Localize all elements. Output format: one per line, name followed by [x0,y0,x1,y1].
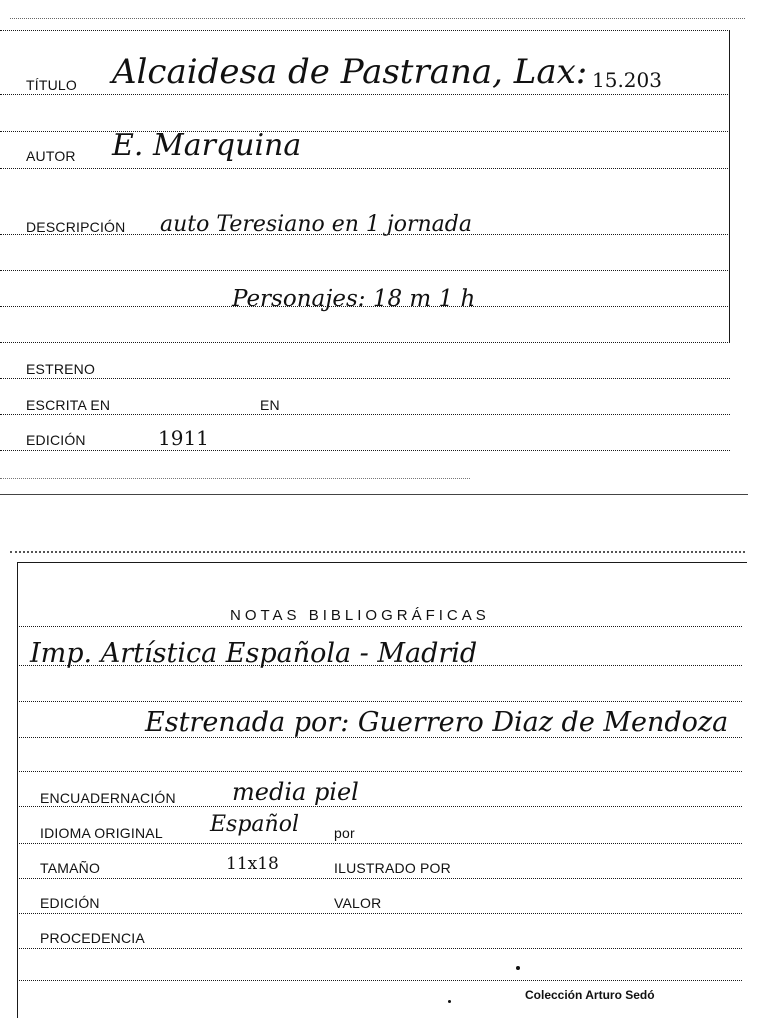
rule-line [0,450,730,451]
rule-line [0,168,730,169]
card-bottom-edge [10,551,745,553]
ink-dot [448,1000,451,1003]
rule-line [17,913,742,914]
rule-line [0,131,730,132]
descripcion-value: auto Teresiano en 1 jornada [160,212,472,237]
escrita-en-label: ESCRITA EN [26,397,111,413]
note-line-2: Estrenada por: Guerrero Diaz de Mendoza [145,707,729,738]
rule-line [0,94,730,95]
titulo-value: Alcaidesa de Pastrana, Lax: [112,52,588,92]
rule-line [17,806,742,807]
rule-line [0,378,730,379]
edicion-label-bottom: EDICIÓN [40,895,100,911]
rule-line [17,878,742,879]
autor-label: AUTOR [26,148,76,164]
por-label: por [334,825,355,841]
idioma-value: Español [210,812,299,837]
autor-value: E. Marquina [112,128,302,163]
rule-line [17,626,742,627]
rule-line [0,414,730,415]
rule-line [17,771,742,772]
titulo-label: TÍTULO [26,77,77,93]
edicion-label: EDICIÓN [26,432,86,448]
notas-heading: NOTAS BIBLIOGRÁFICAS [230,607,490,624]
personajes-value: Personajes: 18 m 1 h [232,286,476,312]
idioma-label: IDIOMA ORIGINAL [40,825,163,841]
descripcion-label: DESCRIPCIÓN [26,219,126,235]
rule-line [0,270,730,271]
valor-label: VALOR [334,895,382,911]
card-border-right [729,30,730,343]
en-label: EN [260,397,280,413]
encuadernacion-value: media piel [232,778,359,806]
collection-credit: Colección Arturo Sedó [525,988,655,1002]
rule-line [0,30,730,31]
catalog-card-bottom [0,540,759,1028]
card-border-bottom [0,494,748,495]
tamano-label: TAMAÑO [40,860,101,876]
ink-dot [516,966,520,970]
card-border-left [17,562,18,1018]
rule-line [17,948,742,949]
tamano-value: 11x18 [226,854,279,874]
note-line-1: Imp. Artística Española - Madrid [30,638,478,669]
rule-line [17,843,742,844]
estreno-label: ESTRENO [26,361,96,377]
ilustrado-label: ILUSTRADO POR [334,860,451,876]
rule-line [0,478,470,479]
rule-line [0,342,730,343]
card-border-top [17,562,747,563]
encuadernacion-label: ENCUADERNACIÓN [40,790,176,806]
rule-line [17,701,742,702]
procedencia-label: PROCEDENCIA [40,930,145,946]
titulo-number: 15.203 [592,68,662,92]
rule-line [17,980,742,981]
card-top-edge [10,18,745,19]
catalog-card-top [0,0,759,495]
edicion-value: 1911 [158,426,209,450]
